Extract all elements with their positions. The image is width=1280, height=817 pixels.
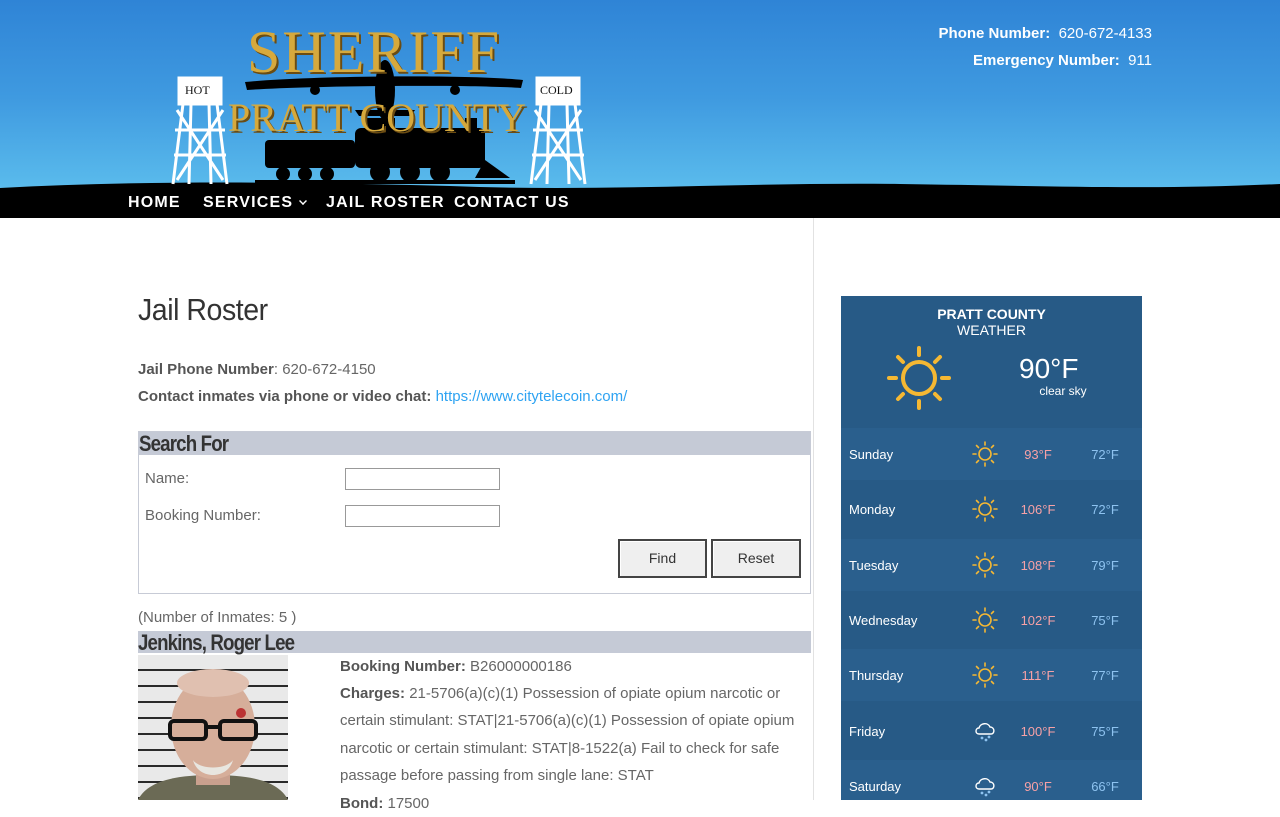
phone-value: 620-672-4133 <box>1058 25 1152 42</box>
sheriff-logo[interactable] <box>165 10 595 188</box>
rain-cloud-icon <box>972 718 998 744</box>
inmate-charges <box>340 680 815 789</box>
inmate-bond <box>340 790 815 817</box>
bond-value: 17500 <box>387 795 430 812</box>
forecast-row <box>841 483 1142 535</box>
forecast-low: 79°F <box>1091 557 1119 573</box>
forecast-low: 72°F <box>1091 502 1119 518</box>
forecast-row <box>841 594 1142 646</box>
sun-icon <box>972 662 998 688</box>
mugshot-image <box>138 655 288 800</box>
inmate-mugshot <box>138 655 288 800</box>
reset-button[interactable]: Reset <box>711 539 801 578</box>
booking-number-label: Booking Number: <box>145 507 261 524</box>
emergency-label: Emergency Number: <box>973 52 1120 69</box>
charges-value: 21-5706(a)(c)(1) Possession of opiate opium narcotic or certain stimulant: STAT|21-5706(a)(c)(1) Possession of opiate opium narcotic or certain stimulant: STAT|8-1522(a) Fail to check for safe passage before passing from single lane: STAT <box>340 685 795 784</box>
forecast-row <box>841 649 1142 701</box>
weather-title: PRATT COUNTY <box>937 306 1046 322</box>
forecast-high: 90°F <box>1024 778 1052 794</box>
forecast-low: 75°F <box>1091 723 1119 739</box>
booking-label: Booking Number: <box>340 658 466 675</box>
jail-phone-line <box>138 361 376 378</box>
header-phone <box>939 25 1152 42</box>
page-title: Jail Roster <box>138 292 268 327</box>
logo-county-text: PRATT COUNTY <box>228 95 527 140</box>
search-header: Search For <box>139 432 810 455</box>
current-conditions: clear sky <box>1039 384 1087 398</box>
nav-contact-us[interactable]: CONTACT US <box>454 194 570 211</box>
phone-label: Phone Number: <box>938 25 1051 42</box>
booking-number-input[interactable] <box>345 505 500 527</box>
forecast-high: 102°F <box>1020 612 1056 628</box>
forecast-day: Tuesday <box>849 557 899 573</box>
forecast-day: Friday <box>849 723 886 739</box>
logo-sheriff-text: SHERIFF <box>247 19 502 85</box>
forecast-day: Monday <box>849 502 896 518</box>
forecast-day: Sunday <box>849 447 894 462</box>
nav-jail-roster[interactable]: JAIL ROSTER <box>326 194 445 211</box>
booking-value: B26000000186 <box>470 658 572 675</box>
forecast-day: Thursday <box>849 668 904 684</box>
sun-icon <box>972 496 998 522</box>
forecast-row <box>841 760 1142 800</box>
forecast-day: Wednesday <box>849 612 918 628</box>
jail-phone-label: Jail Phone Number <box>138 361 274 378</box>
charges-label: Charges: <box>340 685 406 702</box>
forecast-high: 100°F <box>1020 723 1056 739</box>
weather-subtitle: WEATHER <box>957 322 1026 338</box>
forecast-day: Saturday <box>849 778 902 794</box>
nav-services[interactable] <box>203 194 307 212</box>
forecast-low: 72°F <box>1091 447 1119 462</box>
bond-label: Bond: <box>340 795 384 812</box>
site-header <box>0 0 1280 218</box>
logo-hot-label: HOT <box>185 83 210 97</box>
sun-icon <box>972 607 998 633</box>
forecast-high: 111°F <box>1021 668 1055 684</box>
forecast-high: 93°F <box>1024 447 1052 462</box>
forecast-low: 75°F <box>1091 612 1119 628</box>
find-button[interactable]: Find <box>618 539 707 578</box>
nav-services-label: SERVICES <box>203 194 294 211</box>
jail-phone-value: : 620-672-4150 <box>273 361 376 378</box>
inmate-booking <box>340 653 815 680</box>
inmate-name-header: Jenkins, Roger Lee <box>138 631 811 653</box>
emergency-value: 911 <box>1128 52 1152 69</box>
sun-icon <box>972 441 998 467</box>
inmate-count: (Number of Inmates: 5 ) <box>138 609 297 626</box>
logo-cold-label: COLD <box>540 83 573 97</box>
forecast-high: 108°F <box>1020 557 1056 573</box>
forecast-row <box>841 428 1142 480</box>
nav-home[interactable]: HOME <box>128 194 181 211</box>
sun-icon <box>972 552 998 578</box>
search-form <box>138 431 811 594</box>
citytelecoin-link[interactable]: https://www.citytelecoin.com/ <box>435 388 628 405</box>
rain-cloud-icon <box>972 773 998 799</box>
sun-icon <box>887 346 951 410</box>
contact-line <box>138 388 627 405</box>
current-temperature: 90°F <box>1019 353 1079 384</box>
forecast-row <box>841 539 1142 591</box>
weather-widget <box>841 296 1142 800</box>
name-label: Name: <box>145 470 190 487</box>
forecast-row <box>841 705 1142 757</box>
forecast-low: 66°F <box>1091 778 1119 794</box>
header-emergency <box>973 52 1152 69</box>
contact-label: Contact inmates via phone or video chat: <box>138 388 432 405</box>
forecast-low: 77°F <box>1091 668 1119 684</box>
forecast-high: 106°F <box>1020 502 1056 518</box>
chevron-down-icon <box>299 197 307 205</box>
name-input[interactable] <box>345 468 500 490</box>
